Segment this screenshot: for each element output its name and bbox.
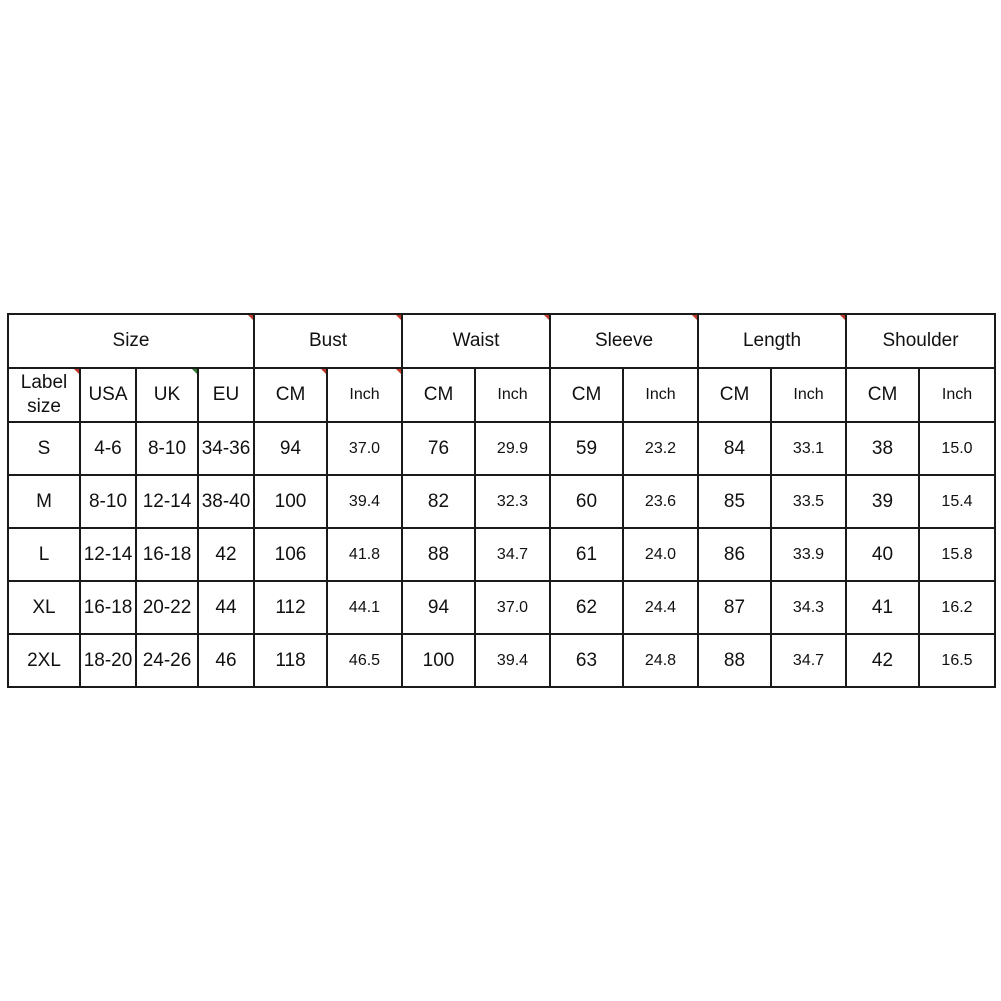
waist-inch-header: Inch bbox=[475, 368, 550, 422]
length-inch-cell: 33.9 bbox=[771, 528, 846, 581]
shoulder-cm-header: CM bbox=[846, 368, 919, 422]
shoulder-cm-cell: 38 bbox=[846, 422, 919, 475]
sleeve-cm-cell: 61 bbox=[550, 528, 623, 581]
waist-cm-cell: 100 bbox=[402, 634, 475, 687]
waist-cm-cell: 88 bbox=[402, 528, 475, 581]
bust-cm-cell: 112 bbox=[254, 581, 327, 634]
group-header-row bbox=[8, 314, 995, 368]
table-row bbox=[8, 475, 995, 528]
shoulder-cm-cell: 42 bbox=[846, 634, 919, 687]
length-cm-cell: 84 bbox=[698, 422, 771, 475]
waist-header: Waist bbox=[402, 314, 550, 368]
uk-cell: 8-10 bbox=[136, 422, 198, 475]
bust-header: Bust bbox=[254, 314, 402, 368]
bust-cm-header: CM bbox=[254, 368, 327, 422]
table-row bbox=[8, 581, 995, 634]
uk-header: UK bbox=[136, 368, 198, 422]
bust-inch-cell: 41.8 bbox=[327, 528, 402, 581]
length-inch-cell: 33.1 bbox=[771, 422, 846, 475]
length-cm-cell: 87 bbox=[698, 581, 771, 634]
table-row bbox=[8, 422, 995, 475]
sleeve-cm-cell: 60 bbox=[550, 475, 623, 528]
waist-inch-cell: 39.4 bbox=[475, 634, 550, 687]
eu-cell: 38-40 bbox=[198, 475, 254, 528]
eu-header: EU bbox=[198, 368, 254, 422]
bust-cm-cell: 106 bbox=[254, 528, 327, 581]
shoulder-cm-cell: 40 bbox=[846, 528, 919, 581]
shoulder-inch-cell: 15.8 bbox=[919, 528, 995, 581]
eu-cell: 46 bbox=[198, 634, 254, 687]
waist-inch-cell: 34.7 bbox=[475, 528, 550, 581]
bust-cm-cell: 118 bbox=[254, 634, 327, 687]
bust-inch-cell: 44.1 bbox=[327, 581, 402, 634]
bust-inch-cell: 46.5 bbox=[327, 634, 402, 687]
waist-cm-cell: 76 bbox=[402, 422, 475, 475]
sleeve-cm-cell: 62 bbox=[550, 581, 623, 634]
sleeve-inch-cell: 23.2 bbox=[623, 422, 698, 475]
uk-cell: 16-18 bbox=[136, 528, 198, 581]
shoulder-inch-cell: 15.4 bbox=[919, 475, 995, 528]
usa-header: USA bbox=[80, 368, 136, 422]
length-cm-cell: 85 bbox=[698, 475, 771, 528]
label-cell: L bbox=[8, 528, 80, 581]
shoulder-inch-cell: 16.5 bbox=[919, 634, 995, 687]
shoulder-inch-cell: 15.0 bbox=[919, 422, 995, 475]
uk-cell: 24-26 bbox=[136, 634, 198, 687]
length-inch-cell: 34.7 bbox=[771, 634, 846, 687]
bust-inch-cell: 39.4 bbox=[327, 475, 402, 528]
sub-header-row bbox=[8, 368, 995, 422]
usa-cell: 4-6 bbox=[80, 422, 136, 475]
shoulder-inch-header: Inch bbox=[919, 368, 995, 422]
length-header: Length bbox=[698, 314, 846, 368]
label-cell: M bbox=[8, 475, 80, 528]
sleeve-inch-cell: 24.0 bbox=[623, 528, 698, 581]
size-chart-table bbox=[7, 313, 996, 688]
usa-cell: 16-18 bbox=[80, 581, 136, 634]
length-inch-header: Inch bbox=[771, 368, 846, 422]
length-cm-header: CM bbox=[698, 368, 771, 422]
length-cm-cell: 86 bbox=[698, 528, 771, 581]
length-inch-cell: 33.5 bbox=[771, 475, 846, 528]
bust-inch-header: Inch bbox=[327, 368, 402, 422]
uk-cell: 20-22 bbox=[136, 581, 198, 634]
waist-cm-cell: 82 bbox=[402, 475, 475, 528]
sleeve-inch-cell: 23.6 bbox=[623, 475, 698, 528]
comment-marker-icon bbox=[840, 315, 845, 320]
shoulder-cm-cell: 39 bbox=[846, 475, 919, 528]
waist-inch-cell: 32.3 bbox=[475, 475, 550, 528]
waist-inch-cell: 37.0 bbox=[475, 581, 550, 634]
uk-cell: 12-14 bbox=[136, 475, 198, 528]
eu-cell: 34-36 bbox=[198, 422, 254, 475]
label-cell: 2XL bbox=[8, 634, 80, 687]
length-inch-cell: 34.3 bbox=[771, 581, 846, 634]
label-size-header: Label size bbox=[8, 368, 80, 422]
shoulder-inch-cell: 16.2 bbox=[919, 581, 995, 634]
table-row bbox=[8, 528, 995, 581]
shoulder-cm-cell: 41 bbox=[846, 581, 919, 634]
usa-cell: 12-14 bbox=[80, 528, 136, 581]
waist-cm-cell: 94 bbox=[402, 581, 475, 634]
sleeve-inch-header: Inch bbox=[623, 368, 698, 422]
waist-cm-header: CM bbox=[402, 368, 475, 422]
comment-marker-icon bbox=[74, 369, 79, 374]
comment-marker-icon bbox=[248, 315, 253, 320]
comment-marker-icon bbox=[192, 369, 197, 374]
label-cell: S bbox=[8, 422, 80, 475]
comment-marker-icon bbox=[544, 315, 549, 320]
sleeve-inch-cell: 24.8 bbox=[623, 634, 698, 687]
usa-cell: 8-10 bbox=[80, 475, 136, 528]
comment-marker-icon bbox=[396, 315, 401, 320]
usa-cell: 18-20 bbox=[80, 634, 136, 687]
comment-marker-icon bbox=[396, 369, 401, 374]
length-cm-cell: 88 bbox=[698, 634, 771, 687]
sleeve-cm-header: CM bbox=[550, 368, 623, 422]
bust-inch-cell: 37.0 bbox=[327, 422, 402, 475]
bust-cm-cell: 100 bbox=[254, 475, 327, 528]
waist-inch-cell: 29.9 bbox=[475, 422, 550, 475]
sleeve-cm-cell: 59 bbox=[550, 422, 623, 475]
eu-cell: 42 bbox=[198, 528, 254, 581]
shoulder-header: Shoulder bbox=[846, 314, 995, 368]
sleeve-inch-cell: 24.4 bbox=[623, 581, 698, 634]
bust-cm-cell: 94 bbox=[254, 422, 327, 475]
sleeve-header: Sleeve bbox=[550, 314, 698, 368]
eu-cell: 44 bbox=[198, 581, 254, 634]
comment-marker-icon bbox=[692, 315, 697, 320]
label-cell: XL bbox=[8, 581, 80, 634]
size-header: Size bbox=[8, 314, 254, 368]
comment-marker-icon bbox=[321, 369, 326, 374]
table-row bbox=[8, 634, 995, 687]
sleeve-cm-cell: 63 bbox=[550, 634, 623, 687]
